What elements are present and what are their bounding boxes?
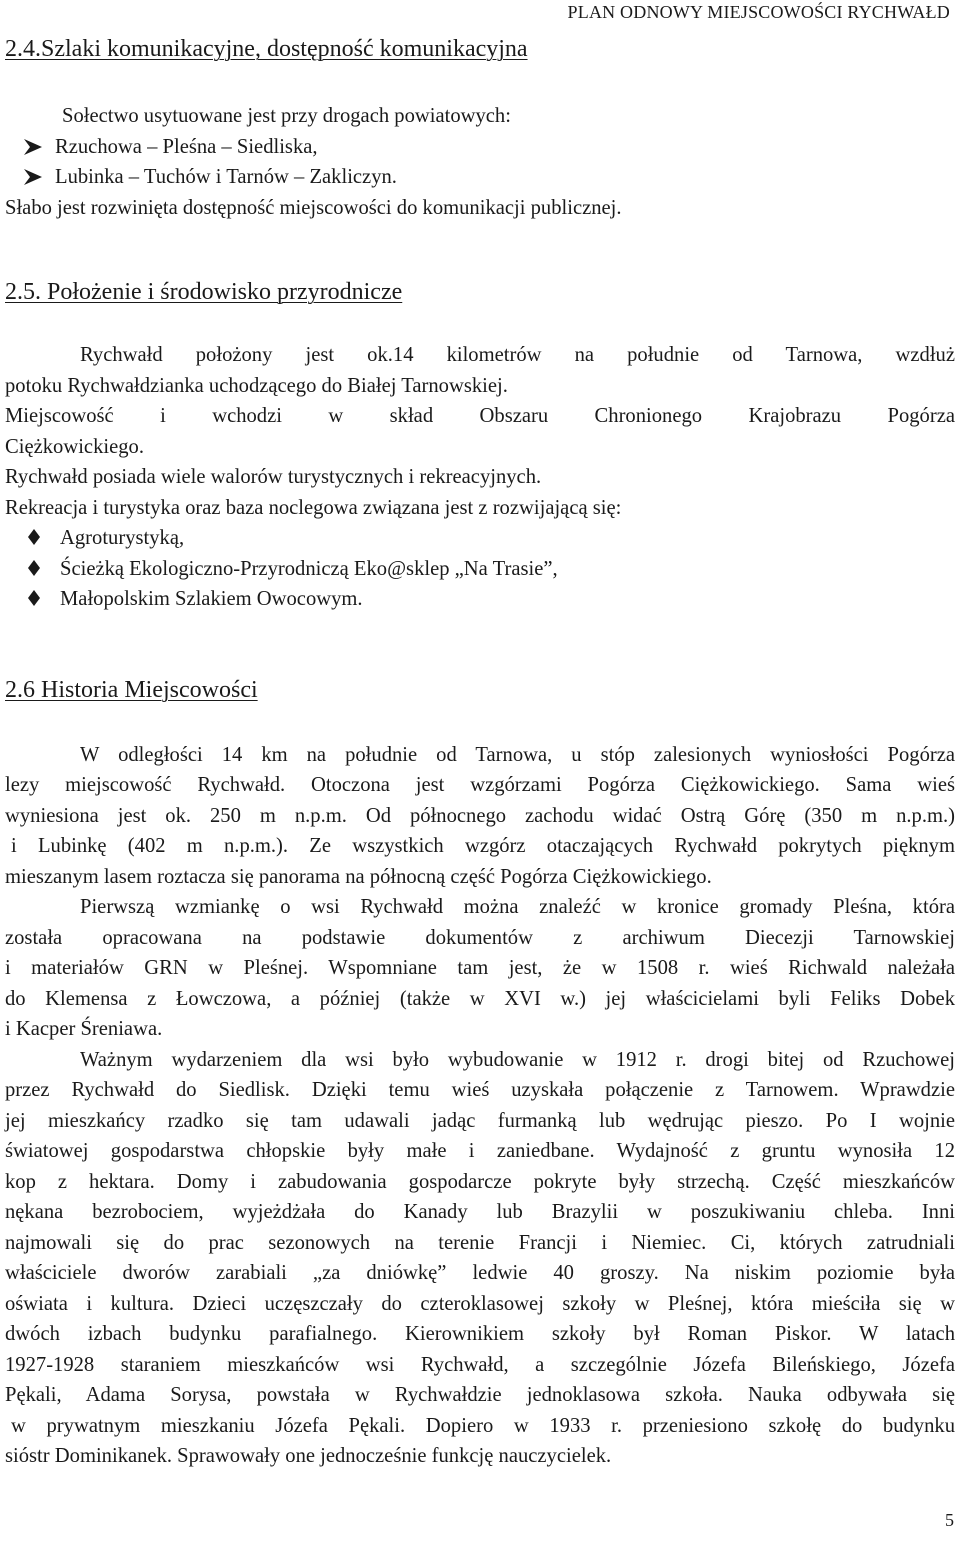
diamond-bullet-icon [5, 557, 60, 575]
attraction-label: Ścieżką Ekologiczno-Przyrodniczą Eko@sklep „Na Trasie”, [60, 557, 558, 580]
history-line: przez Rychwałd do Siedlisk. Dzięki temu wieś uzyskała połączenie z Tarnowem. Wprawdzie [5, 1079, 955, 1101]
road-label: Rzuchowa – Pleśna – Siedliska, [55, 135, 318, 158]
history-line: do Klemensa z Łowczowa, a później (także w XVI w.) jej właścicielami byli Feliks Dobek [5, 987, 955, 1010]
document-body [5, 34, 955, 1472]
history-line: jej mieszkańcy rzadko się tam udawali jadąc furmanką lub wędrując pieszo. Po I wojnie [5, 1109, 955, 1132]
road-list-item [5, 132, 955, 163]
running-header: PLAN ODNOWY MIEJSCOWOŚCI RYCHWAŁD [567, 2, 950, 22]
section-25-paragraph-line: Rychwałd położony jest ok.14 kilometrów na południe od Tarnowa, wzdłuż [80, 344, 955, 366]
section-25-paragraph: Rekreacja i turystyka oraz baza noclegowa związana jest z rozwijającą się: [5, 496, 622, 519]
section-25-paragraph: Rychwałd posiada wiele walorów turystycznych i rekreacyjnych. [5, 466, 542, 488]
history-line: i Lubinkę (402 m n.p.m.). Ze wszystkich wzgórz otaczających Rychwałd pokrytych pięknym [11, 835, 955, 857]
history-line: światowej gospodarstwa chłopskie były małe i zaniedbane. Wydajność z gruntu wynosiła 12 [5, 1140, 955, 1162]
road-list-item [5, 162, 955, 193]
diamond-bullet-icon [5, 587, 60, 605]
attraction-list-item [5, 584, 955, 615]
history-line: została opracowana na podstawie dokumentów z archiwum Diecezji Tarnowskiej [5, 926, 955, 949]
history-paragraph-2 [5, 892, 955, 1045]
history-line: nękana bezrobociem, wyjeżdżała do Kanady lub Brazylii w poszukiwaniu chleba. Inni [5, 1201, 955, 1223]
arrow-bullet-icon [5, 165, 55, 183]
section-24-intro: Sołectwo usytuowane jest przy drogach powiatowych: [62, 105, 511, 127]
section-25-paragraph-line: Miejscowość i wchodzi w skład Obszaru Chronionego Krajobrazu Pogórza [5, 405, 955, 427]
attraction-label: Małopolskim Szlakiem Owocowym. [60, 588, 363, 610]
section-25-paragraph-line: potoku Rychwałdzianka uchodzącego do Białej Tarnowskiej. [5, 374, 508, 397]
history-line: dwóch izbach budynku parafialnego. Kierownikiem szkoły był Roman Piskor. W latach [5, 1323, 955, 1345]
history-line: najmowali się do prac sezonowych na terenie Francji i Niemiec. Ci, których zatrudniali [5, 1231, 955, 1254]
arrow-bullet-icon [5, 135, 55, 153]
history-line: w prywatnym mieszkaniu Józefa Pękali. Dopiero w 1933 r. przeniesiono szkołę do budynku [11, 1414, 955, 1437]
section-25-paragraph-line: Ciężkowickiego. [5, 435, 144, 458]
section-24-heading: 2.4.Szlaki komunikacyjne, dostępność komunikacyjna [5, 36, 528, 62]
history-line: W odległości 14 km na południe od Tarnowa, u stóp zalesionych wyniosłości Pogórza [80, 743, 955, 766]
section-24-note: Słabo jest rozwinięta dostępność miejscowości do komunikacji publicznej. [5, 196, 622, 219]
attraction-label: Agroturystyką, [60, 527, 185, 549]
history-line: Pękali, Adama Sorysa, powstała w Rychwałdzie jednoklasowa szkoła. Nauka odbywała się [5, 1384, 955, 1406]
history-line: lezy miejscowość Rychwałd. Otoczona jest wzgórzami Pogórza Ciężkowickiego. Sama wieś [5, 774, 955, 796]
diamond-bullet-icon [5, 526, 60, 544]
history-line: kop z hektara. Domy i zabudowania gospodarcze pokryte były strzechą. Część mieszkańców [5, 1170, 955, 1193]
attraction-list-item [5, 554, 955, 585]
history-paragraph-1 [5, 740, 955, 893]
history-line: 1927-1928 staraniem mieszkańców wsi Rychwałd, a szczególnie Józefa Bileńskiego, Józefa [5, 1353, 955, 1376]
history-line: właściciele dworów zarabiali „za dniówkę” ledwie 40 groszy. Na niskim poziomie była [5, 1262, 955, 1284]
history-line: i Kacper Śreniawa. [5, 1018, 163, 1040]
history-line: wyniesiona jest ok. 250 m n.p.m. Od północnego zachodu widać Ostrą Górę (350 m n.p.m.) [5, 804, 955, 827]
section-26-heading: 2.6 Historia Miejscowości [5, 676, 258, 703]
page-number: 5 [945, 1510, 954, 1530]
history-line: Ważnym wydarzeniem dla wsi było wybudowanie w 1912 r. drogi bitej od Rzuchowej [80, 1048, 955, 1071]
history-line: sióstr Dominikanek. Sprawowały one jednocześnie funkcję nauczycielek. [5, 1445, 612, 1467]
road-label: Lubinka – Tuchów i Tarnów – Zakliczyn. [55, 166, 397, 188]
history-line: oświata i kultura. Dzieci uczęszczały do czteroklasowej szkoły w Pleśnej, która mieściła się w [5, 1292, 955, 1315]
history-line: Pierwszą wzmiankę o wsi Rychwałd można znaleźć w kronice gromady Pleśna, która [80, 896, 955, 918]
section-25-heading: 2.5. Położenie i środowisko przyrodnicze [5, 279, 403, 305]
history-paragraph-3 [5, 1045, 955, 1472]
history-line: i materiałów GRN w Pleśnej. Wspomniane tam jest, że w 1508 r. wieś Richwald należała [5, 957, 955, 979]
history-line: mieszanym lasem roztacza się panorama na północną część Pogórza Ciężkowickiego. [5, 865, 712, 888]
attraction-list-item [5, 523, 955, 554]
